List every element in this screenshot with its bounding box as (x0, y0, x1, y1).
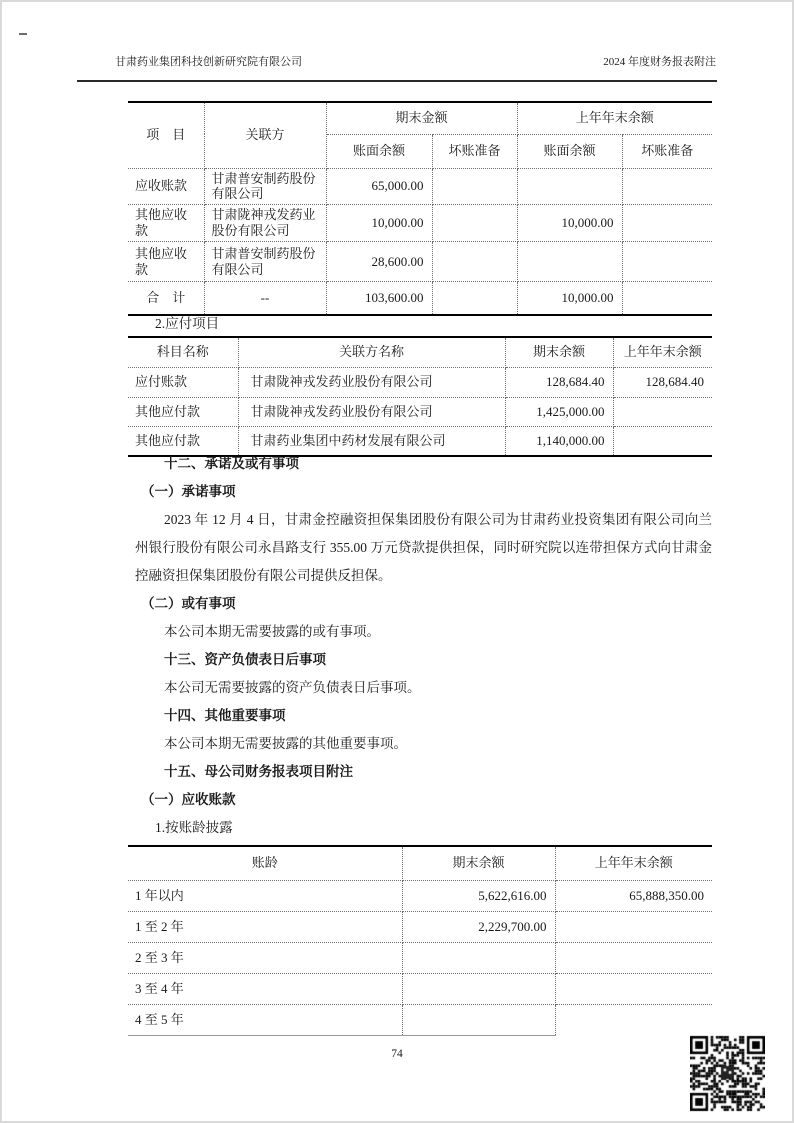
col-header-book-balance: 账面余额 (517, 134, 622, 168)
col-group-period-end: 期末金额 (326, 102, 517, 134)
section-15-1-heading: （一）应收账款 (141, 792, 236, 807)
cell-item: 其他应收款 (128, 205, 204, 242)
header-company-name: 甘肃药业集团科技创新研究院有限公司 (115, 56, 302, 68)
cell-prior: 65,888,350.00 (555, 880, 712, 911)
header-rule (77, 80, 717, 82)
notes-narrative (135, 450, 712, 842)
col-header-party: 关联方 (204, 102, 326, 168)
cell-prior (555, 1004, 712, 1035)
section-12-2-heading: （二）或有事项 (141, 596, 236, 611)
cell-end: 5,622,616.00 (402, 880, 555, 911)
section-13-heading: 十三、资产负债表日后事项 (164, 652, 326, 667)
table-row (128, 168, 712, 205)
cell-prior-book (517, 242, 622, 282)
section-15-heading: 十五、母公司财务报表项目附注 (164, 764, 353, 779)
cell-age: 3 至 4 年 (128, 973, 402, 1004)
col-header-item: 项 目 (128, 102, 204, 168)
cell-end-bad (432, 168, 517, 205)
col-header-end: 期末余额 (402, 846, 555, 880)
col-header-bad-debt: 坏账准备 (622, 134, 712, 168)
cell-party: 甘肃陇神戎发药业股份有限公司 (238, 397, 505, 426)
cell-subject: 应付账款 (128, 367, 238, 397)
cell-subject: 其他应付款 (128, 426, 238, 456)
cell-end: 2,229,700.00 (402, 911, 555, 942)
col-header-end: 期末余额 (505, 337, 613, 367)
cell-end (402, 942, 555, 973)
cell-end (402, 973, 555, 1004)
section-13-paragraph: 本公司无需要披露的资产负债表日后事项。 (164, 680, 421, 695)
cell-prior-book (517, 168, 622, 205)
section-12-heading: 十二、承诺及或有事项 (164, 456, 299, 471)
cell-end-bad (432, 205, 517, 242)
cell-age: 4 至 5 年 (128, 1004, 402, 1035)
cell-prior-bad (622, 282, 712, 315)
table-row (128, 205, 712, 242)
section-12-2-paragraph: 本公司本期无需要披露的或有事项。 (164, 624, 380, 639)
table-total-row (128, 282, 712, 315)
table-row (128, 911, 712, 942)
payables-related-party-table (128, 336, 712, 457)
table-row (128, 973, 712, 1004)
col-header-prior: 上年年末余额 (555, 846, 712, 880)
cell-total-label: 合 计 (128, 282, 204, 315)
cell-party: -- (204, 282, 326, 315)
col-header-age: 账龄 (128, 846, 402, 880)
cell-end-book: 103,600.00 (326, 282, 432, 315)
cell-prior (613, 397, 712, 426)
cell-subject: 其他应付款 (128, 397, 238, 426)
col-header-subject: 科目名称 (128, 337, 238, 367)
cell-end-bad (432, 282, 517, 315)
cell-end-book: 65,000.00 (326, 168, 432, 205)
cell-prior-bad (622, 205, 712, 242)
page-number: 74 (391, 1048, 403, 1060)
scan-artifact-mark (19, 33, 27, 35)
table-row (128, 397, 712, 426)
cell-age: 1 年以内 (128, 880, 402, 911)
table-row (128, 1004, 712, 1035)
cell-end-book: 10,000.00 (326, 205, 432, 242)
cell-party: 甘肃陇神戎发药业股份有限公司 (238, 367, 505, 397)
cell-party: 甘肃陇神戎发药业股份有限公司 (204, 205, 326, 242)
cell-prior: 128,684.40 (613, 367, 712, 397)
col-header-party: 关联方名称 (238, 337, 505, 367)
cell-party: 甘肃普安制药股份有限公司 (204, 168, 326, 205)
cell-prior (555, 911, 712, 942)
table-row (128, 242, 712, 282)
cell-prior-bad (622, 168, 712, 205)
cell-end: 128,684.40 (505, 367, 613, 397)
cell-party: 甘肃药业集团中药材发展有限公司 (238, 426, 505, 456)
cell-end: 1,140,000.00 (505, 426, 613, 456)
cell-item: 应收账款 (128, 168, 204, 205)
table-row (128, 367, 712, 397)
cell-prior-bad (622, 242, 712, 282)
col-header-bad-debt: 坏账准备 (432, 134, 517, 168)
cell-prior (555, 973, 712, 1004)
col-header-book-balance: 账面余额 (326, 134, 432, 168)
section-12-1-paragraph: 2023 年 12 月 4 日，甘肃金控融资担保集团股份有限公司为甘肃药业投资集团有限公司向兰州银行股份有限公司永昌路支行 355.00 万元贷款提供担保，同时研究院以连带担保方式向甘肃金控融资担保集团股份有限公司提供反担保。 (135, 512, 712, 583)
col-group-prior-year: 上年年末余额 (517, 102, 712, 134)
cell-age: 1 至 2 年 (128, 911, 402, 942)
cell-item: 其他应收款 (128, 242, 204, 282)
table-row (128, 942, 712, 973)
col-header-prior: 上年年末余额 (613, 337, 712, 367)
cell-end (402, 1004, 555, 1035)
section-14-heading: 十四、其他重要事项 (164, 708, 286, 723)
payables-section-caption: 2.应付项目 (155, 316, 220, 331)
table-row (128, 880, 712, 911)
section-14-paragraph: 本公司本期无需要披露的其他重要事项。 (164, 736, 407, 751)
cell-prior (555, 942, 712, 973)
cell-party: 甘肃普安制药股份有限公司 (204, 242, 326, 282)
qr-code-icon (690, 1035, 765, 1112)
receivables-aging-table (128, 845, 712, 1036)
cell-end: 1,425,000.00 (505, 397, 613, 426)
section-12-1-heading: （一）承诺事项 (141, 484, 236, 499)
cell-end-bad (432, 242, 517, 282)
cell-age: 2 至 3 年 (128, 942, 402, 973)
cell-end-book: 28,600.00 (326, 242, 432, 282)
cell-prior-book: 10,000.00 (517, 205, 622, 242)
receivables-related-party-table (128, 101, 712, 316)
header-doc-title: 2024 年度财务报表附注 (603, 56, 716, 68)
aging-disclosure-caption: 1.按账龄披露 (155, 820, 233, 835)
cell-prior-book: 10,000.00 (517, 282, 622, 315)
